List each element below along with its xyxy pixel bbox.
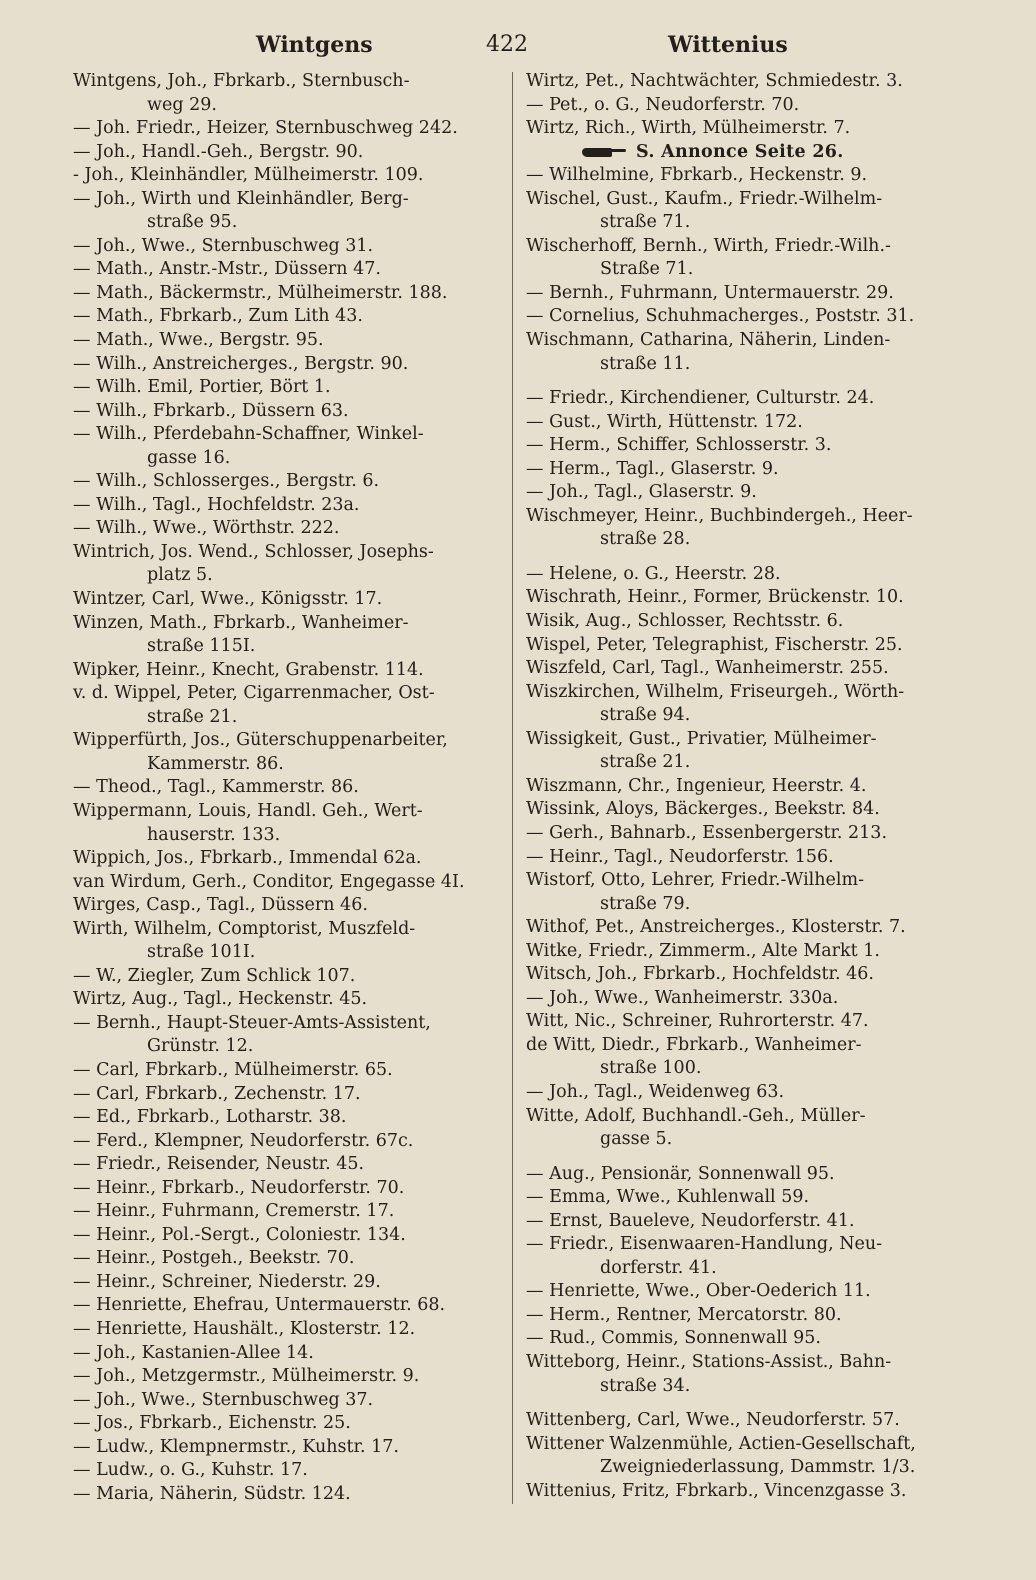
directory-entry-line: straße 28.: [600, 529, 691, 550]
directory-entry-line: — Heinr., Fbrkarb., Neudorferstr. 70.: [73, 1177, 405, 1198]
line-spacer: [526, 1398, 966, 1409]
directory-entry-line: platz 5.: [147, 565, 213, 586]
running-head-left: Wintgens: [256, 32, 373, 58]
directory-entry-line: straße 101I.: [147, 942, 256, 963]
running-head-right: Wittenius: [668, 32, 788, 58]
directory-entry-line: hauserstr. 133.: [147, 824, 281, 845]
directory-entry-line: — Heinr., Schreiner, Niederstr. 29.: [73, 1271, 381, 1292]
line-spacer: [526, 376, 966, 387]
directory-entry-line: Witte, Adolf, Buchhandl.-Geh., Müller-: [526, 1105, 866, 1126]
directory-entry-line: — Ludw., Klempnermstr., Kuhstr. 17.: [73, 1436, 399, 1457]
directory-entry-line: Wischmeyer, Heinr., Buchbindergeh., Heer-: [526, 505, 913, 526]
directory-entry-line: Wipker, Heinr., Knecht, Grabenstr. 114.: [73, 659, 424, 680]
directory-entry-line: straße 95.: [147, 212, 238, 233]
directory-entry-line: Wirtz, Rich., Wirth, Mülheimerstr. 7.: [526, 118, 851, 139]
directory-entry-line: Zweigniederlassung, Dammstr. 1/3.: [600, 1457, 916, 1478]
directory-entry-line: — Aug., Pensionär, Sonnenwall 95.: [526, 1163, 835, 1184]
directory-entry-line: — Henriette, Wwe., Ober-Oederich 11.: [526, 1281, 871, 1302]
directory-entry-line: — Wilh., Pferdebahn-Schaffner, Winkel-: [73, 424, 424, 445]
directory-entry-line: straße 79.: [600, 893, 691, 914]
directory-entry-line: — Ed., Fbrkarb., Lotharstr. 38.: [73, 1107, 347, 1128]
directory-entry-line: Wittener Walzenmühle, Actien-Gesellschaft,: [526, 1433, 916, 1454]
directory-entry-line: — Theod., Tagl., Kammerstr. 86.: [73, 777, 359, 798]
directory-entry-line: Wipperfürth, Jos., Güterschuppenarbeiter,: [73, 730, 448, 751]
directory-entry-line: — Rud., Commis, Sonnenwall 95.: [526, 1328, 821, 1349]
directory-entry-line: — Henriette, Ehefrau, Untermauerstr. 68.: [73, 1295, 446, 1316]
directory-entry-line: straße 34.: [600, 1375, 691, 1396]
pointing-hand-icon: [582, 145, 626, 159]
directory-entry-line: Winzen, Math., Fbrkarb., Wanheimer-: [73, 612, 409, 633]
directory-entry-line: — Carl, Fbrkarb., Mülheimerstr. 65.: [73, 1059, 393, 1080]
directory-entry-line: Witteborg, Heinr., Stations-Assist., Bahn-: [526, 1351, 892, 1372]
directory-entry-line: Wispel, Peter, Telegraphist, Fischerstr. 25.: [526, 634, 903, 655]
directory-entry-line: — Ludw., o. G., Kuhstr. 17.: [73, 1460, 308, 1481]
directory-entry-line: Wintgens, Joh., Fbrkarb., Sternbusch-: [73, 71, 410, 91]
directory-entry-line: — Gerh., Bahnarb., Essenbergerstr. 213.: [526, 822, 888, 843]
directory-entry-line: Wirges, Casp., Tagl., Düssern 46.: [73, 895, 368, 916]
directory-entry-line: — Math., Anstr.-Mstr., Düssern 47.: [73, 259, 381, 280]
directory-entry-line: Wippich, Jos., Fbrkarb., Immendal 62a.: [73, 848, 422, 869]
directory-entry-line: — Wilh., Anstreicherges., Bergstr. 90.: [73, 353, 409, 374]
directory-entry-line: — Joh., Metzgermstr., Mülheimerstr. 9.: [73, 1366, 420, 1387]
directory-entry-line: Straße 71.: [600, 259, 694, 280]
directory-entry-line: straße 94.: [600, 705, 691, 726]
directory-entry-line: — Ernst, Baueleve, Neudorferstr. 41.: [526, 1210, 855, 1231]
directory-entry-line: straße 21.: [600, 752, 691, 773]
line-spacer: [526, 552, 966, 563]
directory-entry-line: Wittenius, Fritz, Fbrkarb., Vincenzgasse 3.: [526, 1480, 907, 1501]
directory-entry-line: — Joh., Wwe., Sternbuschweg 37.: [73, 1389, 374, 1410]
directory-entry-line: Wintrich, Jos. Wend., Schlosser, Josephs-: [73, 541, 434, 562]
directory-entry-line: — Carl, Fbrkarb., Zechenstr. 17.: [73, 1083, 361, 1104]
directory-entry-line: Wittenberg, Carl, Wwe., Neudorferstr. 57.: [526, 1410, 900, 1431]
directory-entry-line: — Friedr., Reisender, Neustr. 45.: [73, 1154, 365, 1175]
directory-entry-line: — Wilh., Schlosserges., Bergstr. 6.: [73, 471, 380, 492]
directory-entry-line: — Friedr., Eisenwaaren-Handlung, Neu-: [526, 1234, 883, 1255]
directory-entry-line: straße 71.: [600, 212, 691, 233]
directory-entry-line: — Joh., Wwe., Wanheimerstr. 330a.: [526, 987, 839, 1008]
directory-entry-line: Wischrath, Heinr., Former, Brückenstr. 10.: [526, 587, 904, 608]
directory-entry-line: Kammerstr. 86.: [147, 753, 284, 774]
directory-entry-line: — Wilhelmine, Fbrkarb., Heckenstr. 9.: [526, 165, 868, 186]
directory-entry-line: — Helene, o. G., Heerstr. 28.: [526, 563, 781, 584]
directory-entry-line: Wirth, Wilhelm, Comptorist, Muszfeld-: [73, 918, 416, 939]
directory-entry-line: gasse 16.: [147, 447, 231, 468]
directory-entry-line: — Emma, Wwe., Kuhlenwall 59.: [526, 1187, 810, 1208]
directory-entry-line: straße 115I.: [147, 636, 256, 657]
directory-entry-line: — Pet., o. G., Neudorferstr. 70.: [526, 94, 800, 115]
directory-entry-line: — Jos., Fbrkarb., Eichenstr. 25.: [73, 1413, 351, 1434]
directory-entry-line: Wistorf, Otto, Lehrer, Friedr.-Wilhelm-: [526, 870, 865, 891]
directory-entry-line: — Bernh., Fuhrmann, Untermauerstr. 29.: [526, 282, 894, 303]
directory-entry-line: Wissigkeit, Gust., Privatier, Mülheimer-: [526, 728, 877, 749]
directory-entry-line: — Wilh., Tagl., Hochfeldstr. 23a.: [73, 494, 360, 515]
directory-entry-line: — Joh., Tagl., Weidenweg 63.: [526, 1081, 785, 1102]
directory-entry-line: — Heinr., Postgeh., Beekstr. 70.: [73, 1248, 355, 1269]
directory-entry-line: Wischerhoff, Bernh., Wirth, Friedr.-Wilh.-: [526, 235, 891, 256]
directory-entry-line: Witke, Friedr., Zimmerm., Alte Markt 1.: [526, 940, 880, 961]
directory-entry-line: Wischel, Gust., Kaufm., Friedr.-Wilhelm-: [526, 188, 883, 209]
directory-entry-line: — Herm., Tagl., Glaserstr. 9.: [526, 458, 779, 479]
directory-entry-line: Wippermann, Louis, Handl. Geh., Wert-: [73, 800, 423, 821]
directory-entry-line: — Gust., Wirth, Hüttenstr. 172.: [526, 411, 803, 432]
directory-entry-line: — Joh. Friedr., Heizer, Sternbuschweg 242.: [73, 118, 458, 139]
directory-entry-line: Grünstr. 12.: [147, 1036, 254, 1057]
directory-entry-line: — Friedr., Kirchendiener, Culturstr. 24.: [526, 388, 875, 409]
left-column: [73, 70, 495, 1506]
directory-entry-line: — Herm., Rentner, Mercatorstr. 80.: [526, 1304, 842, 1325]
column-divider: [512, 72, 513, 1504]
directory-entry-line: — Bernh., Haupt-Steuer-Amts-Assistent,: [73, 1012, 431, 1033]
directory-entry-line: weg 29.: [147, 94, 217, 115]
directory-entry-line: - Joh., Kleinhändler, Mülheimerstr. 109.: [73, 165, 424, 186]
directory-entry-line: straße 100.: [600, 1058, 702, 1079]
directory-entry-line: Wirtz, Pet., Nachtwächter, Schmiedestr. 3.: [526, 71, 903, 91]
directory-entry-line: — Joh., Wirth und Kleinhändler, Berg-: [73, 188, 409, 209]
right-column: [526, 70, 966, 1503]
directory-entry-line: Wisik, Aug., Schlosser, Rechtsstr. 6.: [526, 611, 844, 632]
directory-entry-line: Wiszkirchen, Wilhelm, Friseurgeh., Wörth-: [526, 681, 905, 702]
directory-entry-line: — Wilh., Fbrkarb., Düssern 63.: [73, 400, 349, 421]
directory-entry-line: gasse 5.: [600, 1129, 673, 1150]
directory-entry-line: straße 11.: [600, 353, 691, 374]
directory-entry-line: — Wilh., Wwe., Wörthstr. 222.: [73, 518, 340, 539]
directory-entry-line: dorferstr. 41.: [600, 1257, 717, 1278]
directory-entry-line: straße 21.: [147, 706, 238, 727]
directory-entry-line: de Witt, Diedr., Fbrkarb., Wanheimer-: [526, 1034, 862, 1055]
directory-entry-line: Wischmann, Catharina, Näherin, Linden-: [526, 330, 891, 351]
directory-entry-line: — Joh., Handl.-Geh., Bergstr. 90.: [73, 141, 364, 162]
annonce-text: S. Annonce Seite 26.: [636, 141, 844, 162]
directory-entry-line: — Math., Fbrkarb., Zum Lith 43.: [73, 306, 363, 327]
directory-entry-line: Wiszmann, Chr., Ingenieur, Heerstr. 4.: [526, 775, 867, 796]
page-number: 422: [486, 32, 528, 57]
directory-entry-line: Witsch, Joh., Fbrkarb., Hochfeldstr. 46.: [526, 964, 874, 985]
directory-entry-line: — W., Ziegler, Zum Schlick 107.: [73, 965, 356, 986]
directory-entry-line: — Heinr., Pol.-Sergt., Coloniestr. 134.: [73, 1224, 406, 1245]
directory-entry-line: Wirtz, Aug., Tagl., Heckenstr. 45.: [73, 989, 368, 1010]
line-spacer: [526, 1152, 966, 1163]
directory-entry-line: Wissink, Aloys, Bäckerges., Beekstr. 84.: [526, 799, 880, 820]
directory-entry-line: Wintzer, Carl, Wwe., Königsstr. 17.: [73, 589, 383, 610]
directory-entry-line: — Math., Wwe., Bergstr. 95.: [73, 330, 324, 351]
directory-entry-line: — Henriette, Haushält., Klosterstr. 12.: [73, 1318, 416, 1339]
annonce-reference: [526, 141, 966, 165]
directory-entry-line: Withof, Pet., Anstreicherges., Klosterstr. 7.: [526, 917, 906, 938]
directory-entry-line: — Maria, Näherin, Südstr. 124.: [73, 1483, 351, 1504]
directory-entry-line: — Wilh. Emil, Portier, Bört 1.: [73, 377, 331, 398]
directory-entry-line: — Ferd., Klempner, Neudorferstr. 67c.: [73, 1130, 414, 1151]
directory-entry-line: — Cornelius, Schuhmacherges., Poststr. 31.: [526, 306, 915, 327]
directory-entry-line: v. d. Wippel, Peter, Cigarrenmacher, Ost-: [73, 683, 435, 704]
directory-entry-line: — Joh., Tagl., Glaserstr. 9.: [526, 482, 757, 503]
directory-entry-line: — Joh., Wwe., Sternbuschweg 31.: [73, 235, 374, 256]
directory-entry-line: — Math., Bäckermstr., Mülheimerstr. 188.: [73, 282, 448, 303]
directory-entry-line: — Herm., Schiffer, Schlosserstr. 3.: [526, 435, 832, 456]
directory-entry-line: — Heinr., Fuhrmann, Cremerstr. 17.: [73, 1201, 395, 1222]
directory-entry-line: Witt, Nic., Schreiner, Ruhrorterstr. 47.: [526, 1011, 869, 1032]
directory-entry-line: — Joh., Kastanien-Allee 14.: [73, 1342, 314, 1363]
directory-entry-line: — Heinr., Tagl., Neudorferstr. 156.: [526, 846, 834, 867]
directory-entry-line: van Wirdum, Gerh., Conditor, Engegasse 4I.: [73, 871, 465, 892]
directory-entry-line: Wiszfeld, Carl, Tagl., Wanheimerstr. 255.: [526, 658, 889, 679]
